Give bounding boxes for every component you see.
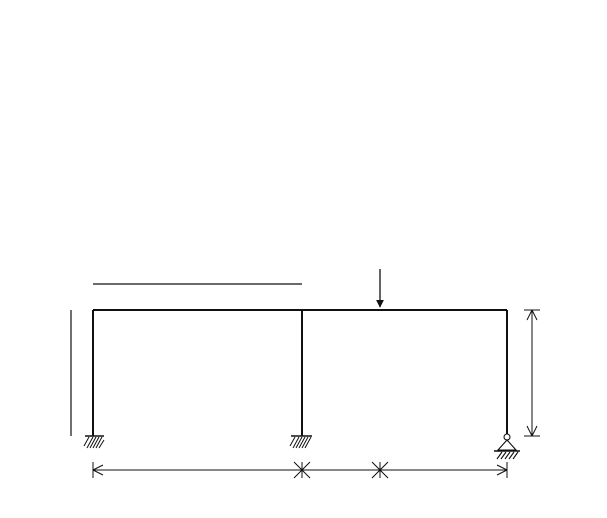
frame-members — [93, 310, 507, 436]
fixed-support-middle — [290, 436, 312, 448]
fixed-support-left — [84, 436, 104, 448]
pin-support-right — [494, 434, 520, 459]
horizontal-dimension — [93, 462, 507, 478]
vertical-dimension — [524, 310, 540, 436]
